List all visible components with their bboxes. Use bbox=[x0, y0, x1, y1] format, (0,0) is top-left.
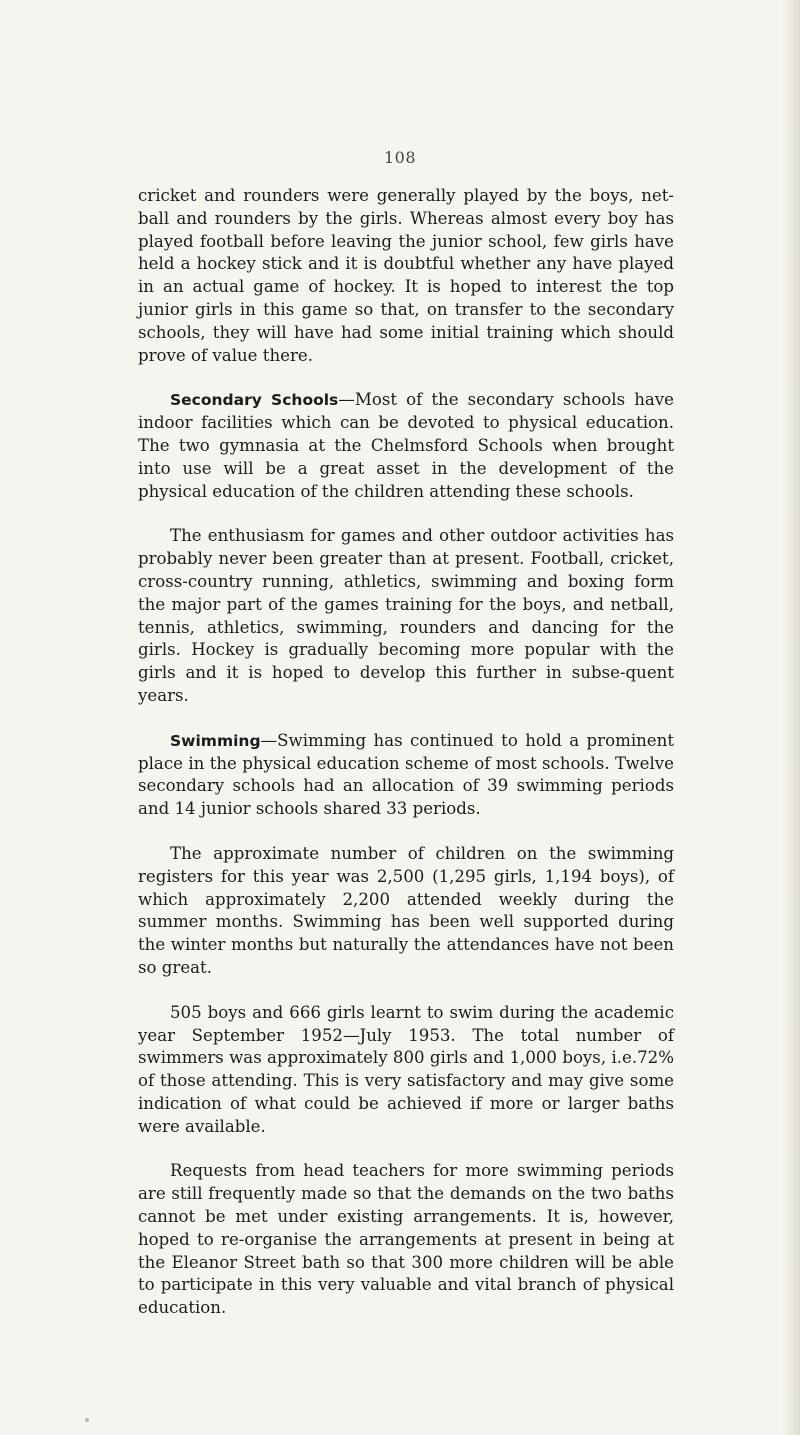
page-number: 108 bbox=[383, 148, 417, 167]
paragraph-learnt-to-swim: 505 boys and 666 girls learnt to swim during the academic year September 1952—July 1953. The total number of swimmers was approximately 800 girls and 1,000 boys, i.e.72% of those attending. This is very satisfactory and may give some indication of what could be achieved if more or larger baths were available. bbox=[138, 1002, 674, 1136]
page-edge-shadow bbox=[782, 0, 800, 1435]
section-heading-secondary-schools: Secondary Schools bbox=[170, 391, 339, 410]
paragraph-games-girls: cricket and rounders were generally played by the boys, net-ball and rounders by the girls. Whereas almost every boy has played football before leaving the junior school, few girls have held a hockey stick and it is doubtful whether any have played in an actual game of hockey. It is hoped to interest the top junior girls in this game so that, on transfer to the secondary schools, they will have had some initial training which should prove of value there. bbox=[138, 186, 674, 365]
paragraph-secondary-schools-text: —Most of the secondary schools have indoor facilities which can be devoted to physical education. The two gymnasia at the Chelmsford Schools when brought into use will be a great asset in the development of the physical education of the children attending these schools. bbox=[138, 390, 674, 501]
document-body bbox=[138, 185, 674, 1342]
paragraph-outdoor-activities: The enthusiasm for games and other outdoor activities has probably never been greater than at present. Football, cricket, cross-country running, athletics, swimming and boxing form the major part of the games training for the boys, and netball, tennis, athletics, swimming, rounders and dancing for the girls. Hockey is gradually becoming more popular with the girls and it is hoped to develop this further in subse-quent years. bbox=[138, 526, 674, 705]
paragraph-swimming-registers: The approximate number of children on the swimming registers for this year was 2,500 (1,295 girls, 1,194 boys), of which approximately 2,200 attended weekly during the summer months. Swimming has been well supported during the winter months but naturally the attendances have not been so great. bbox=[138, 843, 674, 977]
paragraph-secondary-schools bbox=[138, 389, 674, 503]
paragraph-swimming-text: —Swimming has continued to hold a prominent place in the physical education scheme of most schools. Twelve secondary schools had an allocation of 39 swimming periods and 14 junior schools shared 33 periods. bbox=[138, 730, 674, 819]
paragraph-requests: Requests from head teachers for more swimming periods are still frequently made so that the demands on the two baths cannot be met under existing arrangements. It is, however, hoped to re-organise the arrangements at present in being at the Eleanor Street bath so that 300 more children will be able to participate in this very valuable and vital branch of physical education. bbox=[138, 1161, 674, 1318]
paper-speck bbox=[85, 1418, 89, 1422]
paragraph-swimming bbox=[138, 730, 674, 821]
section-heading-swimming: Swimming bbox=[170, 731, 261, 750]
